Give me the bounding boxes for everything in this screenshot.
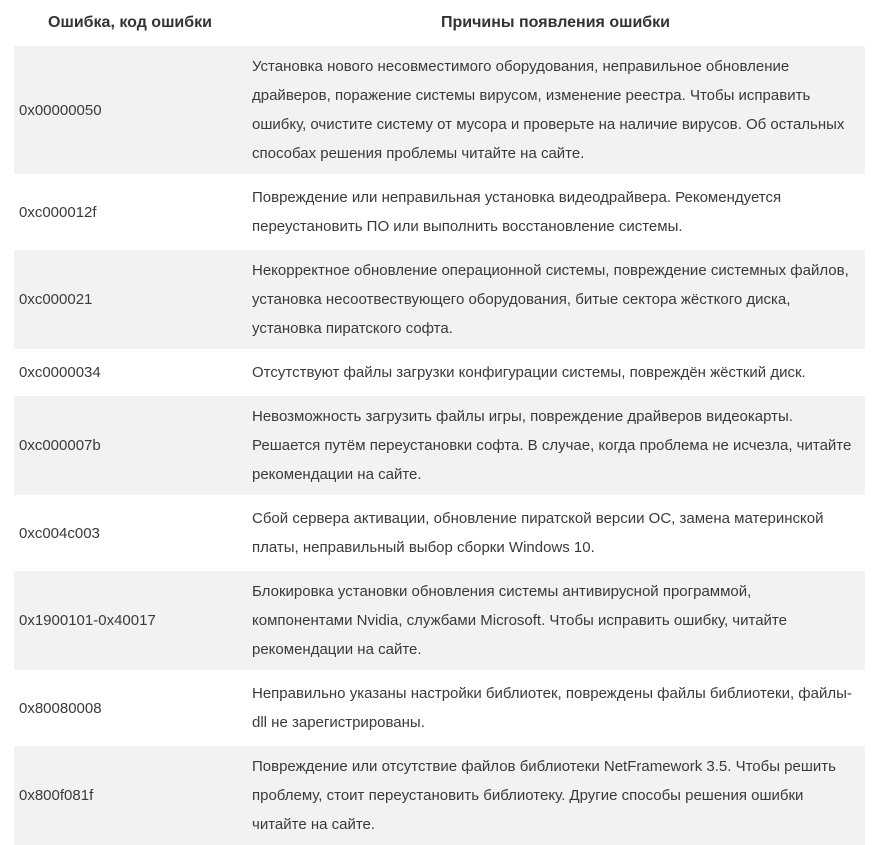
error-cause-cell: Некорректное обновление операционной системы, повреждение системных файлов, установка несоотвествующего оборудования, битые сектора жёсткого диска, установка пиратского софта. (246, 249, 865, 351)
error-code-cell: 0xc000012f (14, 176, 246, 249)
error-cause-cell: Отсутствуют файлы загрузки конфигурации системы, повреждён жёсткий диск. (246, 351, 865, 395)
error-code-cell: 0xc000021 (14, 249, 246, 351)
error-code-cell: 0xc0000034 (14, 351, 246, 395)
header-row (14, 0, 865, 46)
error-cause-cell: Повреждение или неправильная установка видеодрайвера. Рекомендуется переустановить ПО или выполнить восстановление системы. (246, 176, 865, 249)
error-cause-cell: Неправильно указаны настройки библиотек, повреждены файлы библиотеки, файлы-dll не зарегистрированы. (246, 672, 865, 745)
table-row (14, 46, 865, 176)
table-row (14, 249, 865, 351)
header-error-code: Ошибка, код ошибки (14, 0, 246, 46)
error-cause-cell: Невозможность загрузить файлы игры, повреждение драйверов видеокарты. Решается путём переустановки софта. В случае, когда проблема не исчезла, читайте рекомендации на сайте. (246, 395, 865, 497)
error-code-cell: 0x00000050 (14, 46, 246, 176)
table-row (14, 395, 865, 497)
error-cause-cell: Блокировка установки обновления системы антивирусной программой, компонентами Nvidia, службами Microsoft. Чтобы исправить ошибку, читайте рекомендации на сайте. (246, 570, 865, 672)
error-code-cell: 0x1900101-0x40017 (14, 570, 246, 672)
error-cause-cell: Установка нового несовместимого оборудования, неправильное обновление драйверов, поражение системы вирусом, изменение реестра. Чтобы исправить ошибку, очистите систему от мусора и проверьте на наличие вирусов. Об остальных способах решения проблемы читайте на сайте. (246, 46, 865, 176)
table-row (14, 497, 865, 570)
table-body (14, 46, 865, 845)
error-code-cell: 0x80080008 (14, 672, 246, 745)
error-code-cell: 0x800f081f (14, 745, 246, 845)
header-error-causes: Причины появления ошибки (246, 0, 865, 46)
table-row (14, 176, 865, 249)
error-code-cell: 0xc004c003 (14, 497, 246, 570)
table-header (14, 0, 865, 46)
error-codes-table-wrapper (14, 0, 865, 845)
table-row (14, 745, 865, 845)
error-cause-cell: Сбой сервера активации, обновление пиратской версии ОС, замена материнской платы, неправильный выбор сборки Windows 10. (246, 497, 865, 570)
table-row (14, 570, 865, 672)
error-codes-table (14, 0, 865, 845)
table-row (14, 351, 865, 395)
error-code-cell: 0xc000007b (14, 395, 246, 497)
table-row (14, 672, 865, 745)
error-cause-cell: Повреждение или отсутствие файлов библиотеки NetFramework 3.5. Чтобы решить проблему, стоит переустановить библиотеку. Другие способы решения ошибки читайте на сайте. (246, 745, 865, 845)
